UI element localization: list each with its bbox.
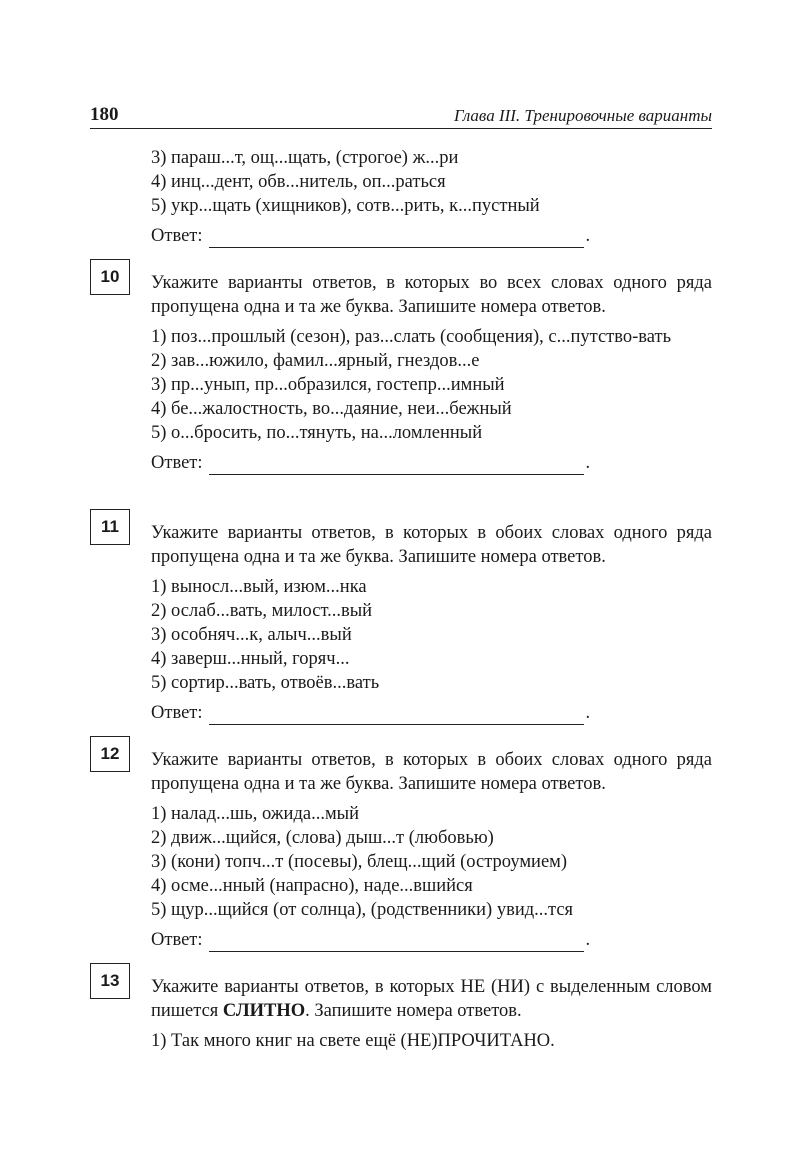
question-9-continuation	[90, 146, 712, 248]
question-prompt: Укажите варианты ответов, в которых в обоих словах одного ряда пропущена одна и та же буква. Запишите номера ответов.	[151, 523, 712, 567]
option: 2) ослаб...вать, милост...вый	[151, 601, 373, 621]
answer-label: Ответ:	[151, 226, 203, 246]
question-prompt: Укажите варианты ответов, в которых во всех словах одного ряда пропущена одна и та же буква. Запишите номера ответов.	[151, 273, 712, 317]
answer-field: Ответ: .	[151, 453, 591, 473]
option: 4) инц...дент, обв...нитель, оп...раться	[151, 172, 446, 192]
answer-line[interactable]	[209, 456, 584, 475]
question-number-box: 10	[90, 259, 130, 295]
question-number-box: 12	[90, 736, 130, 772]
option: 1) поз...прошлый (сезон), раз...слать (сообщения), с...путство-вать	[151, 327, 672, 347]
option: 4) осме...нный (напрасно), наде...вшийся	[151, 876, 473, 896]
option: 3) (кони) топч...т (посевы), блещ...щий (остроумием)	[151, 852, 568, 872]
option: 5) щур...щийся (от солнца), (родственники) увид...тся	[151, 900, 574, 920]
page-number: 180	[90, 104, 119, 125]
question-12	[90, 744, 712, 952]
option: 2) движ...щийся, (слова) дыш...т (любовью)	[151, 828, 494, 848]
option: 1) выносл...вый, изюм...нка	[151, 577, 367, 597]
question-10	[90, 267, 712, 475]
answer-label: Ответ:	[151, 930, 203, 950]
chapter-title: Глава III. Тренировочные варианты	[454, 106, 712, 125]
question-11	[90, 517, 712, 725]
option: 3) особняч...к, алыч...вый	[151, 625, 352, 645]
answer-line[interactable]	[209, 706, 584, 725]
emphasis-word: СЛИТНО	[222, 1001, 306, 1021]
option: 3) параш...т, ощ...щать, (строгое) ж...ри	[151, 148, 459, 168]
option: 1) налад...шь, ожида...мый	[151, 804, 359, 824]
option: 1) Так много книг на свете ещё (НЕ)ПРОЧИТАНО.	[151, 1031, 555, 1051]
answer-field: Ответ: .	[151, 930, 591, 950]
answer-field: Ответ: .	[151, 703, 591, 723]
option: 2) зав...южило, фамил...ярный, гнездов...е	[151, 351, 480, 371]
option: 5) сортир...вать, отвоёв...вать	[151, 673, 380, 693]
option: 4) бе...жалостность, во...даяние, неи...бежный	[151, 399, 512, 419]
question-prompt: Укажите варианты ответов, в которых НЕ (НИ) с выделенным словом пишется СЛИТНО. Запишите номера ответов.	[151, 977, 712, 1021]
question-13	[90, 971, 712, 1053]
option: 5) о...бросить, по...тянуть, на...ломленный	[151, 423, 483, 443]
option: 5) укр...щать (хищников), сотв...рить, к...пустный	[151, 196, 540, 216]
answer-field: Ответ: .	[151, 226, 591, 246]
answer-label: Ответ:	[151, 703, 203, 723]
page-header	[90, 104, 712, 129]
answer-line[interactable]	[209, 229, 584, 248]
answer-label: Ответ:	[151, 453, 203, 473]
answer-line[interactable]	[209, 933, 584, 952]
question-number-box: 13	[90, 963, 130, 999]
question-prompt: Укажите варианты ответов, в которых в обоих словах одного ряда пропущена одна и та же буква. Запишите номера ответов.	[151, 750, 712, 794]
option: 3) пр...унып, пр...образился, гостепр...имный	[151, 375, 505, 395]
question-number-box: 11	[90, 509, 130, 545]
option: 4) заверш...нный, горяч...	[151, 649, 350, 669]
